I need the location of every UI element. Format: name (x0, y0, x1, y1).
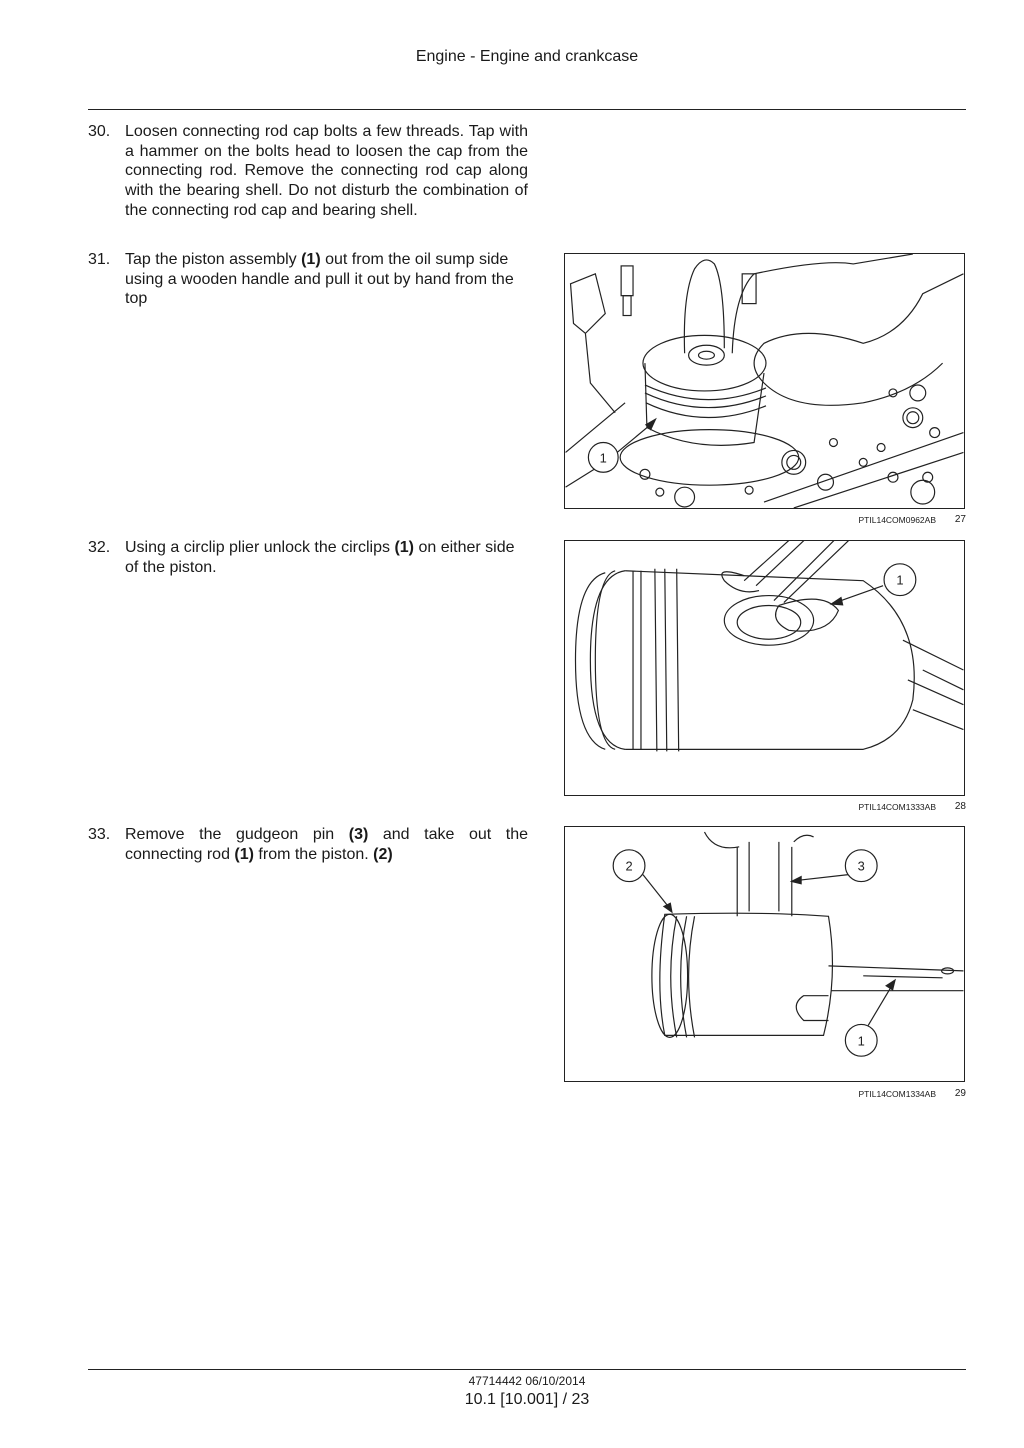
step-text: Using a circlip plier unlock the circlips (1) on either side of the piston. (125, 539, 515, 576)
step-number: 32. (88, 539, 111, 556)
callout-1: 1 (896, 572, 904, 588)
step-number: 33. (88, 826, 111, 843)
step-32 (88, 538, 528, 577)
figure-29-gudgeon-pin (564, 826, 965, 1082)
step-number: 31. (88, 251, 111, 268)
footer-rule (88, 1369, 966, 1370)
figure-number: 29 (954, 1088, 966, 1099)
callout-3: 3 (857, 858, 865, 874)
page-header: Engine - Engine and crankcase (415, 48, 639, 65)
figure-number: 28 (954, 801, 966, 812)
callout-1: 1 (857, 1033, 865, 1049)
callout-1: 1 (599, 450, 607, 466)
figure-code: PTIL14COM0962AB (858, 515, 936, 525)
figure-27-piston-removal (564, 253, 965, 509)
footer-page-number: 10.1 [10.001] / 23 (464, 1391, 590, 1408)
step-31 (88, 250, 528, 309)
step-text: Remove the gudgeon pin (3) and take out the connecting rod (1) from the piston. (2) (125, 826, 528, 863)
footer-doc-ref: 47714442 06/10/2014 (468, 1374, 586, 1388)
step-30 (88, 122, 528, 221)
step-number: 30. (88, 123, 111, 140)
figure-number: 27 (954, 514, 966, 525)
figure-28-circlip (564, 540, 965, 796)
figure-code: PTIL14COM1333AB (858, 802, 936, 812)
figure-code: PTIL14COM1334AB (858, 1089, 936, 1099)
step-text: Tap the piston assembly (1) out from the oil sump side using a wooden handle and pull it out by hand from the top (125, 251, 514, 308)
step-text: Loosen connecting rod cap bolts a few threads. Tap with a hammer on the bolts head to loosen the cap from the connecting rod. Remove the connecting rod cap along with the bearing shell. Do not disturb the combination of the connecting rod cap and bearing shell. (125, 123, 528, 219)
step-33 (88, 825, 528, 864)
callout-2: 2 (625, 858, 633, 874)
header-rule (88, 109, 966, 110)
